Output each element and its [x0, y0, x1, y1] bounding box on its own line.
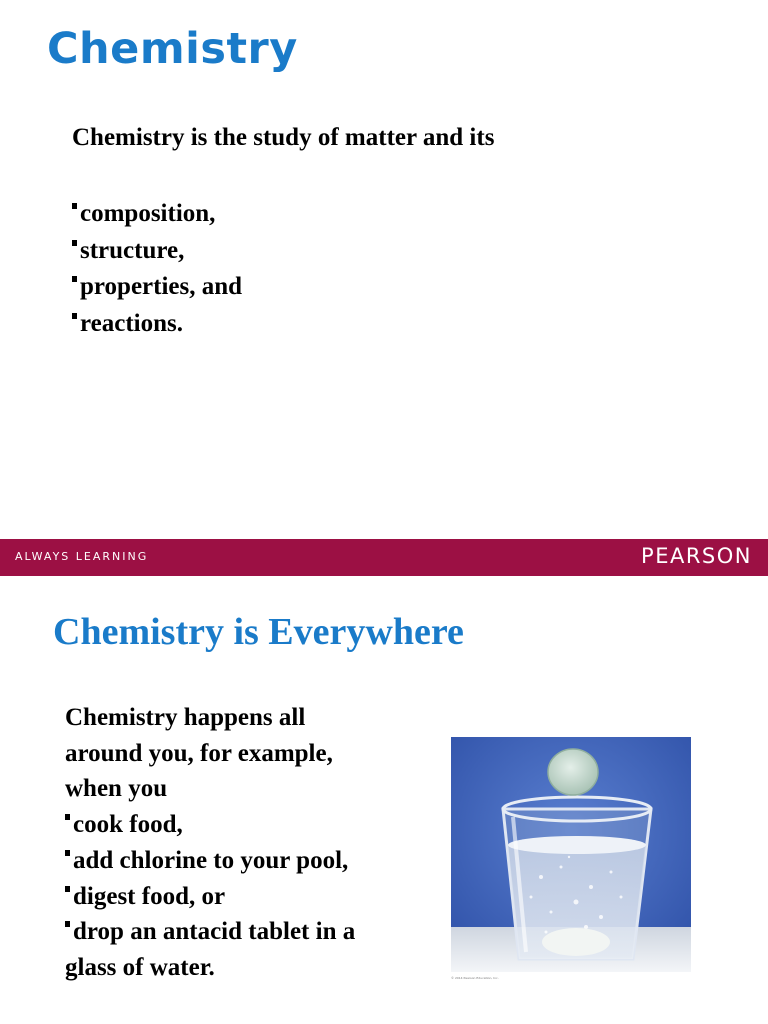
- examples-text: [65, 700, 437, 986]
- footer-tagline: ALWAYS LEARNING: [15, 550, 149, 563]
- list-item: drop an antacid tablet in a: [65, 914, 437, 950]
- list-item: composition,: [72, 196, 242, 233]
- square-bullet-icon: [72, 276, 77, 282]
- image-credit: © 2014 Pearson Education, Inc.: [451, 976, 499, 980]
- intro-line: Chemistry happens all: [65, 704, 306, 731]
- list-item: cook food,: [65, 807, 437, 843]
- topic-list: [72, 196, 242, 342]
- intro-line: around you, for example,: [65, 739, 333, 767]
- intro-line: when you: [65, 775, 168, 803]
- list-item: structure,: [72, 233, 242, 270]
- square-bullet-icon: [72, 203, 77, 209]
- slide-title: Chemistry: [47, 24, 298, 74]
- square-bullet-icon: [65, 850, 70, 856]
- square-bullet-icon: [65, 921, 70, 927]
- slide-chemistry-everywhere: [0, 576, 768, 1024]
- list-item: reactions.: [72, 306, 242, 343]
- list-item: digest food, or: [65, 879, 437, 915]
- square-bullet-icon: [65, 814, 70, 820]
- square-bullet-icon: [72, 240, 77, 246]
- antacid-glass-photo: [451, 737, 691, 972]
- definition-text: Chemistry is the study of matter and its: [72, 124, 495, 151]
- list-item: add chlorine to your pool,: [65, 843, 437, 879]
- antacid-glass-icon: [451, 737, 691, 972]
- square-bullet-icon: [65, 886, 70, 892]
- list-item: properties, and: [72, 269, 242, 306]
- pearson-logo: PEARSON: [641, 544, 752, 568]
- square-bullet-icon: [72, 313, 77, 319]
- continuation-line: glass of water.: [65, 953, 215, 981]
- slide-title: Chemistry is Everywhere: [53, 611, 464, 653]
- pearson-footer-bar: [0, 539, 768, 576]
